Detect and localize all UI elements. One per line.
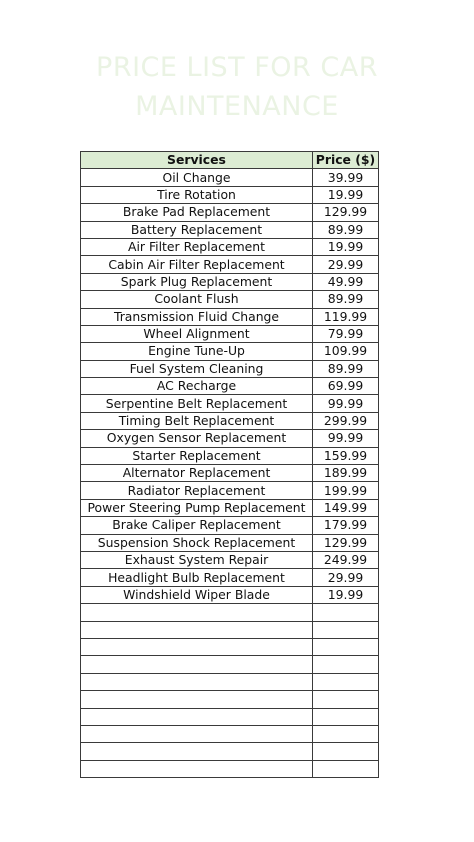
price-cell <box>313 708 379 725</box>
table-row <box>81 325 379 342</box>
price-cell: 249.99 <box>313 551 379 568</box>
table-row <box>81 447 379 464</box>
table-row <box>81 708 379 725</box>
price-cell: 19.99 <box>313 186 379 203</box>
table-row <box>81 725 379 742</box>
price-cell: 19.99 <box>313 586 379 603</box>
table-row <box>81 430 379 447</box>
table-row <box>81 673 379 690</box>
table-row <box>81 169 379 186</box>
price-table <box>80 151 379 778</box>
price-cell: 299.99 <box>313 412 379 429</box>
table-row <box>81 656 379 673</box>
service-cell <box>81 743 313 760</box>
service-cell: Wheel Alignment <box>81 325 313 342</box>
price-cell: 89.99 <box>313 291 379 308</box>
price-cell: 129.99 <box>313 534 379 551</box>
service-cell: Windshield Wiper Blade <box>81 586 313 603</box>
table-row <box>81 360 379 377</box>
service-cell: AC Recharge <box>81 378 313 395</box>
price-cell: 159.99 <box>313 447 379 464</box>
price-cell <box>313 656 379 673</box>
table-row <box>81 517 379 534</box>
price-cell: 179.99 <box>313 517 379 534</box>
price-cell <box>313 691 379 708</box>
price-cell: 19.99 <box>313 238 379 255</box>
service-cell: Brake Pad Replacement <box>81 204 313 221</box>
page-title-line-1: PRICE LIST FOR CAR <box>96 52 378 83</box>
table-row <box>81 569 379 586</box>
table-row <box>81 412 379 429</box>
service-cell: Starter Replacement <box>81 447 313 464</box>
table-row <box>81 743 379 760</box>
service-cell: Headlight Bulb Replacement <box>81 569 313 586</box>
service-cell: Timing Belt Replacement <box>81 412 313 429</box>
service-cell <box>81 604 313 621</box>
table-body <box>81 169 379 778</box>
service-cell: Suspension Shock Replacement <box>81 534 313 551</box>
price-cell: 99.99 <box>313 395 379 412</box>
table-row <box>81 343 379 360</box>
service-cell: Coolant Flush <box>81 291 313 308</box>
service-cell: Cabin Air Filter Replacement <box>81 256 313 273</box>
table-row <box>81 621 379 638</box>
service-cell: Radiator Replacement <box>81 482 313 499</box>
header-row <box>81 152 379 169</box>
table-row <box>81 604 379 621</box>
price-cell: 149.99 <box>313 499 379 516</box>
table-row <box>81 204 379 221</box>
price-cell <box>313 673 379 690</box>
service-cell <box>81 621 313 638</box>
table-row <box>81 256 379 273</box>
service-cell: Serpentine Belt Replacement <box>81 395 313 412</box>
header-price: Price ($) <box>313 152 379 169</box>
service-cell: Transmission Fluid Change <box>81 308 313 325</box>
price-cell: 69.99 <box>313 378 379 395</box>
page-title-line-2: MAINTENANCE <box>135 91 339 122</box>
price-cell: 29.99 <box>313 569 379 586</box>
table-row <box>81 273 379 290</box>
service-cell: Fuel System Cleaning <box>81 360 313 377</box>
price-cell <box>313 760 379 777</box>
price-cell <box>313 725 379 742</box>
table-row <box>81 378 379 395</box>
price-cell: 189.99 <box>313 465 379 482</box>
service-cell: Brake Caliper Replacement <box>81 517 313 534</box>
price-cell: 79.99 <box>313 325 379 342</box>
service-cell <box>81 638 313 655</box>
service-cell: Oil Change <box>81 169 313 186</box>
price-cell <box>313 604 379 621</box>
table-row <box>81 465 379 482</box>
table-row <box>81 395 379 412</box>
service-cell: Alternator Replacement <box>81 465 313 482</box>
price-cell: 89.99 <box>313 221 379 238</box>
price-cell: 49.99 <box>313 273 379 290</box>
service-cell <box>81 691 313 708</box>
price-cell <box>313 638 379 655</box>
service-cell: Spark Plug Replacement <box>81 273 313 290</box>
price-cell: 89.99 <box>313 360 379 377</box>
service-cell: Air Filter Replacement <box>81 238 313 255</box>
service-cell <box>81 656 313 673</box>
header-services: Services <box>81 152 313 169</box>
service-cell <box>81 673 313 690</box>
service-cell: Power Steering Pump Replacement <box>81 499 313 516</box>
table-row <box>81 534 379 551</box>
service-cell <box>81 708 313 725</box>
price-cell: 119.99 <box>313 308 379 325</box>
page-title <box>0 48 474 126</box>
table-row <box>81 551 379 568</box>
price-cell: 109.99 <box>313 343 379 360</box>
service-cell <box>81 760 313 777</box>
table-row <box>81 691 379 708</box>
table-row <box>81 291 379 308</box>
service-cell <box>81 725 313 742</box>
table-row <box>81 482 379 499</box>
service-cell: Oxygen Sensor Replacement <box>81 430 313 447</box>
service-cell: Engine Tune-Up <box>81 343 313 360</box>
service-cell: Tire Rotation <box>81 186 313 203</box>
price-cell: 129.99 <box>313 204 379 221</box>
table-row <box>81 760 379 777</box>
price-cell: 39.99 <box>313 169 379 186</box>
service-cell: Battery Replacement <box>81 221 313 238</box>
table-row <box>81 638 379 655</box>
table-row <box>81 221 379 238</box>
table-row <box>81 308 379 325</box>
table-row <box>81 499 379 516</box>
table-row <box>81 586 379 603</box>
service-cell: Exhaust System Repair <box>81 551 313 568</box>
table-row <box>81 186 379 203</box>
price-cell: 99.99 <box>313 430 379 447</box>
price-cell: 29.99 <box>313 256 379 273</box>
price-cell <box>313 743 379 760</box>
price-cell <box>313 621 379 638</box>
table-row <box>81 238 379 255</box>
price-cell: 199.99 <box>313 482 379 499</box>
